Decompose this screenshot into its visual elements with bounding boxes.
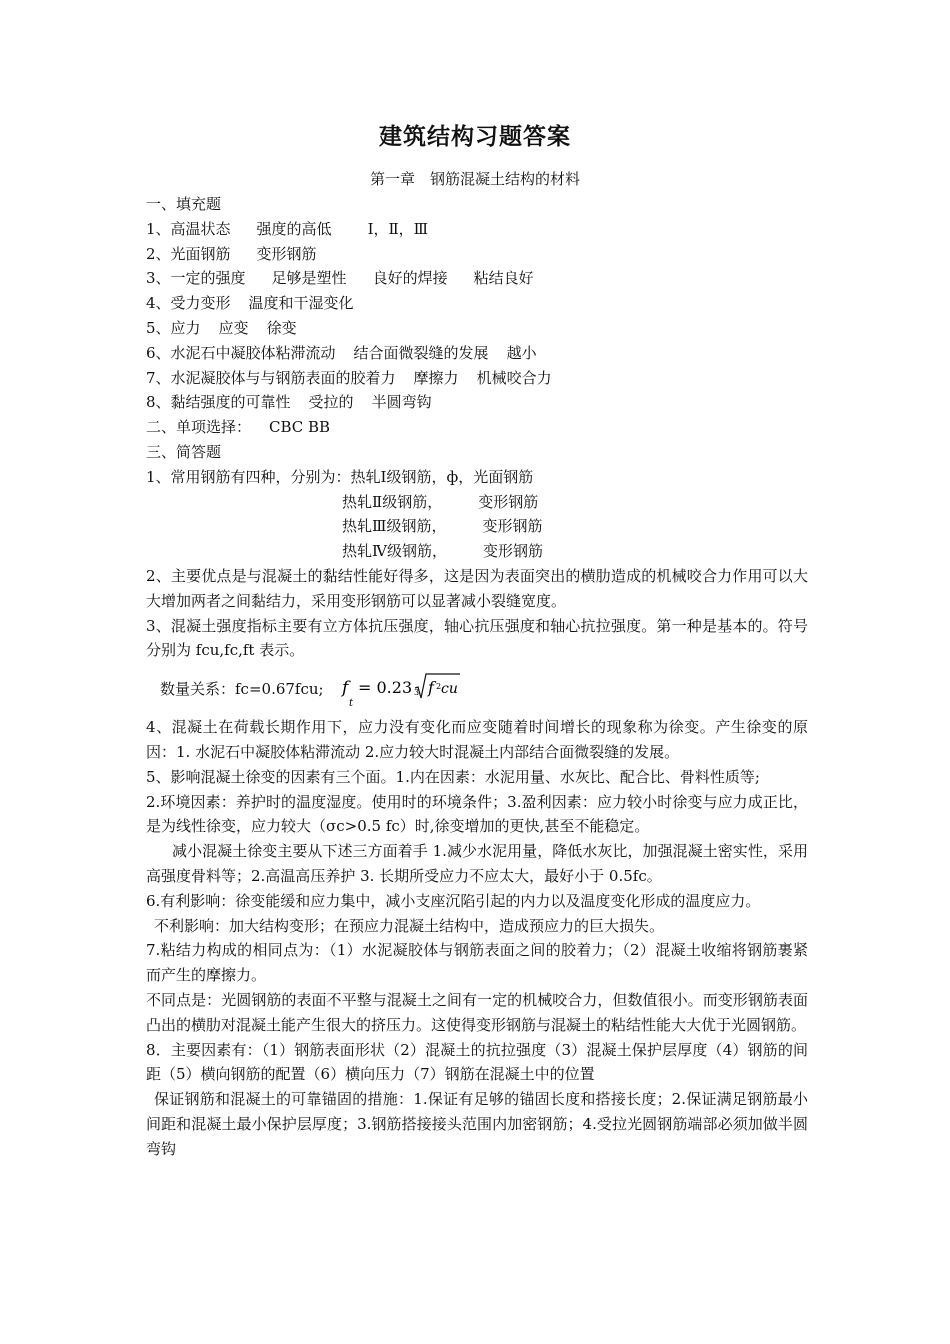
fill-item-1: 1、高温状态 强度的高低 Ⅰ，Ⅱ，Ⅲ (146, 219, 429, 238)
formula-sub-t: t (348, 698, 353, 710)
q2-paragraph: 2、主要优点是与混凝土的黏结性能好得多，这是因为表面突出的横肋造成的机械咬合力作用可以大大增加两者之间黏结力，采用变形钢筋可以显著减小裂缝宽度。 (146, 566, 808, 610)
fill-heading: 一、填充题 (146, 195, 222, 213)
strength-relation (146, 663, 808, 715)
q7-paragraph: 7.粘结力构成的相同点为：（1）水泥凝胶体与钢筋表面之间的胶着力；（2）混凝土收缩将钢筋裹紧而产生的摩擦力。 (146, 941, 808, 985)
chapter-heading: 第一章 钢筋混凝土结构的材料 (369, 170, 580, 188)
formula-f: f (341, 678, 348, 699)
document-body (146, 192, 808, 1161)
choice-answer: CBC BB (269, 418, 331, 437)
fill-item-3: 3、一定的强度 足够是塑性 良好的焊接 粘结良好 (146, 269, 534, 288)
fill-item-8: 8、黏结强度的可靠性 受拉的 半圆弯钩 (146, 393, 432, 412)
q6-paragraph: 6.有利影响：徐变能缓和应力集中，减小支座沉陷引起的内力以及温度变化形成的温度应力。 (146, 891, 761, 910)
q8-paragraph-2: 保证钢筋和混凝土的可靠锚固的措施：1.保证有足够的锚固长度和搭接长度；2.保证满足钢筋最小间距和混凝土最小保护层厚度；3.钢筋搭接接头范围内加密钢筋；4.受拉光圆钢筋端部必须加做半圆弯钩 (146, 1090, 808, 1158)
q4-paragraph: 4、混凝土在荷载长期作用下，应力没有变化而应变随着时间增长的现象称为徐变。产生徐变的原因：1. 水泥石中凝胶体粘滞流动 2.应力较大时混凝土内部结合面微裂缝的发展。 (146, 718, 808, 761)
formula-radicand-exp: 2 (435, 682, 441, 692)
q1-row-2: 热轧Ⅱ级钢筋， 变形钢筋 (342, 492, 539, 511)
fill-item-5: 5、应力 应变 徐变 (146, 318, 297, 337)
short-heading: 三、简答题 (146, 442, 222, 461)
fill-item-2: 2、光面钢筋 变形钢筋 (146, 244, 317, 263)
formula-radicand-cu: cu (440, 681, 458, 698)
choice-line: 二、单项选择： CBC BB (146, 418, 331, 437)
relation-text: 数量关系：fc=0.67fcu; (160, 679, 324, 698)
q5-paragraph-3: 减小混凝土徐变主要从下述三方面着手 1.减少水泥用量，降低水灰比，加强混凝土密实性，采用高强度骨料等；2.高温高压养护 3. 长期所受应力不应太大，最好小于 0.5fc。 (146, 842, 808, 885)
q5-paragraph-2: 2.环境因素：养护时的温度湿度。使用时的环境条件；3.盈利因素：应力较小时徐变与应力成正比，是为线性徐变，应力较大（σc>0.5 fc）时,徐变增加的更快,甚至不能稳定。 (146, 792, 808, 836)
document-title: 建筑结构习题答案 (379, 124, 571, 150)
q6-paragraph-2: 不利影响：加大结构变形；在预应力混凝土结构中，造成预应力的巨大损失。 (154, 916, 665, 935)
fill-item-7: 7、水泥凝胶体与与钢筋表面的胶着力 摩擦力 机械咬合力 (146, 368, 552, 387)
fill-item-6: 6、水泥石中凝胶体粘滞流动 结合面微裂缝的发展 越小 (146, 343, 537, 362)
q7-paragraph-2: 不同点是：光圆钢筋的表面不平整与混凝土之间有一定的机械咬合力，但数值很小。而变形钢筋表面凸出的横肋对混凝土能产生很大的挤压力。这使得变形钢筋与混凝土的粘结性能大大优于光圆钢筋。 (146, 990, 808, 1034)
q1-row-4: 热轧Ⅳ级钢筋， 变形钢筋 (342, 542, 544, 561)
q1-row-3: 热轧Ⅲ级钢筋， 变形钢筋 (342, 517, 543, 536)
formula-radicand-f: f (427, 678, 434, 698)
strength-formula (338, 666, 478, 712)
formula-root-index: 3 (413, 688, 419, 698)
q5-paragraph: 5、影响混凝土徐变的因素有三个面。1.内在因素：水泥用量、水灰比、配合比、骨料性质等; (146, 767, 760, 786)
q3-paragraph: 3、混凝土强度指标主要有立方体抗压强度，轴心抗压强度和轴心抗拉强度。第一种是基本的。符号分别为 fcu,fc,ft 表示。 (146, 616, 808, 660)
formula-eq: = 0.23 (357, 678, 412, 698)
q8-paragraph: 8．主要因素有：（1）钢筋表面形状（2）混凝土的抗拉强度（3）混凝土保护层厚度（4）钢筋的间距（5）横向钢筋的配置（6）横向压力（7）钢筋在混凝土中的位置 (146, 1040, 808, 1084)
q1-main: 1、常用钢筋有四种，分别为：热轧Ⅰ级钢筋，ф，光面钢筋 (146, 467, 534, 486)
fill-item-4: 4、受力变形 温度和干湿变化 (146, 294, 354, 313)
